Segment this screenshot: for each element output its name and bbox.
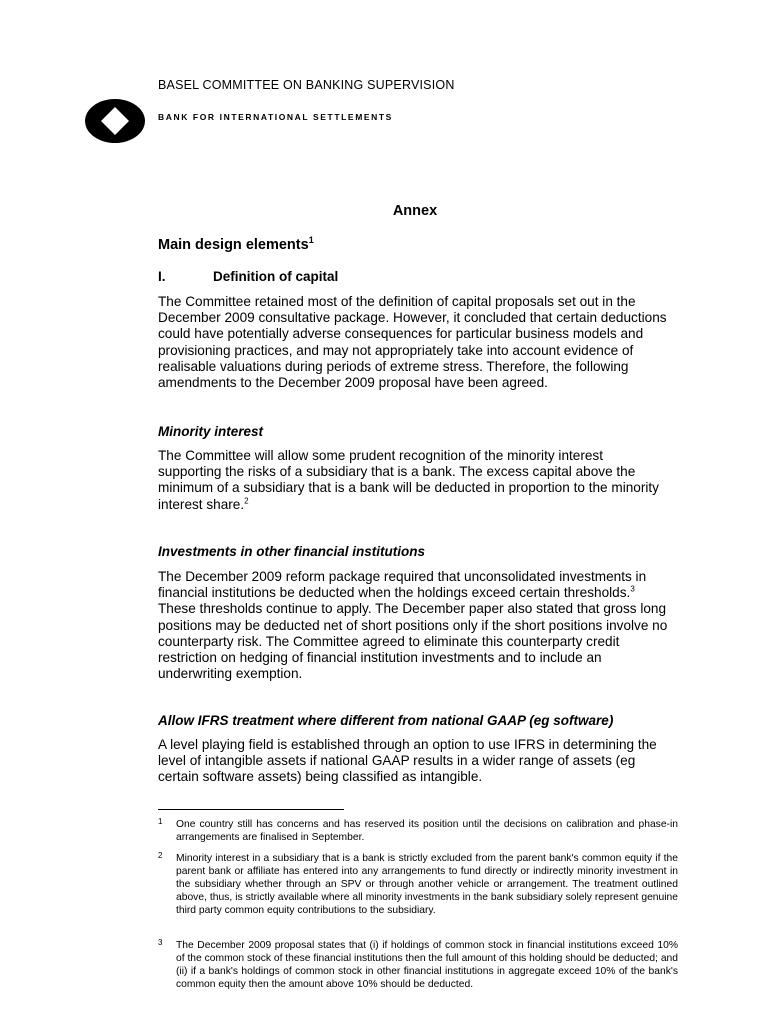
bis-logo-icon	[84, 98, 146, 144]
footnote-text: Minority interest in a subsidiary that is a bank is strictly excluded from the parent bank's common equity if the parent bank or affiliate has entered into any arrangements to fund directly or indirectly minority investment in the subsidiary whether through an SPV or through another vehicle or arrangement. The treatment outlined above, thus, is strictly available where all minority investments in the bank subsidiary solely represent genuine third party common equity contributions to the subsidiary.	[176, 853, 678, 916]
footnote-ref-2[interactable]: 2	[244, 496, 249, 506]
annex-title: Annex	[392, 203, 438, 219]
footnote-number: 3	[158, 938, 163, 947]
footnote-1	[158, 818, 678, 844]
main-title-text: Main design elements	[158, 236, 309, 253]
paragraph-investments	[158, 569, 668, 682]
subheading-investments: Investments in other financial institutions	[158, 544, 426, 559]
subheading-ifrs: Allow IFRS treatment where different from national GAAP (eg software)	[158, 713, 614, 728]
footnote-3	[158, 939, 678, 991]
committee-name: BASEL COMMITTEE ON BANKING SUPERVISION	[158, 78, 455, 92]
paragraph-text: The December 2009 reform package required that unconsolidated investments in financial institutions be deducted when the holdings exceed certain thresholds.	[158, 569, 647, 601]
section-title: Definition of capital	[213, 269, 339, 284]
footnote-number: 2	[158, 851, 163, 860]
paragraph-ifrs: A level playing field is established through an option to use IFRS in determining the level of intangible assets if national GAAP results in a wider range of assets (eg certain software assets) being classified as intangible.	[158, 737, 657, 785]
footnote-divider	[158, 809, 344, 810]
footnote-text: The December 2009 proposal states that (i) if holdings of common stock in financial institutions exceed 10% of the common stock of these financial institutions then the full amount of this holding should be deducted; and (ii) if a bank's holdings of common stock in other financial institutions in aggregate exceed 10% of the bank's common equity then the amount above 10% should be deducted.	[176, 940, 679, 990]
footnote-ref-3[interactable]: 3	[630, 584, 635, 594]
section-number: I.	[158, 269, 166, 284]
paragraph-text-cont: These thresholds continue to apply. The December paper also stated that gross long positions may be deducted net of short positions only if the short positions involve no counterparty risk. The Committee agreed to eliminate this counterparty credit restriction on hedging of financial institution investments and to include an underwriting exemption.	[158, 601, 668, 682]
footnote-text: One country still has concerns and has reserved its position until the decisions on calibration and phase-in arrangements are finalised in September.	[176, 819, 678, 843]
intro-paragraph: The Committee retained most of the definition of capital proposals set out in the December 2009 consultative package. However, it concluded that certain deductions could have potentially adverse consequences for particular business models and provisioning practices, and may not appropriately take into account evidence of realisable valuations during periods of extreme stress. Therefore, the following amendments to the December 2009 proposal have been agreed.	[158, 294, 667, 391]
bank-name: BANK FOR INTERNATIONAL SETTLEMENTS	[158, 112, 393, 122]
footnote-2	[158, 852, 678, 917]
section-heading	[158, 269, 338, 284]
paragraph-text: The Committee will allow some prudent recognition of the minority interest supporting the risks of a subsidiary that is a bank. The excess capital above the minimum of a subsidiary that is a bank will be deducted in proportion to the minority interest share.	[158, 448, 659, 512]
main-title	[158, 235, 314, 253]
footnote-number: 1	[158, 817, 163, 826]
footnote-ref-1[interactable]: 1	[308, 235, 314, 245]
subheading-minority-interest: Minority interest	[158, 424, 264, 439]
paragraph-minority-interest	[158, 448, 668, 513]
